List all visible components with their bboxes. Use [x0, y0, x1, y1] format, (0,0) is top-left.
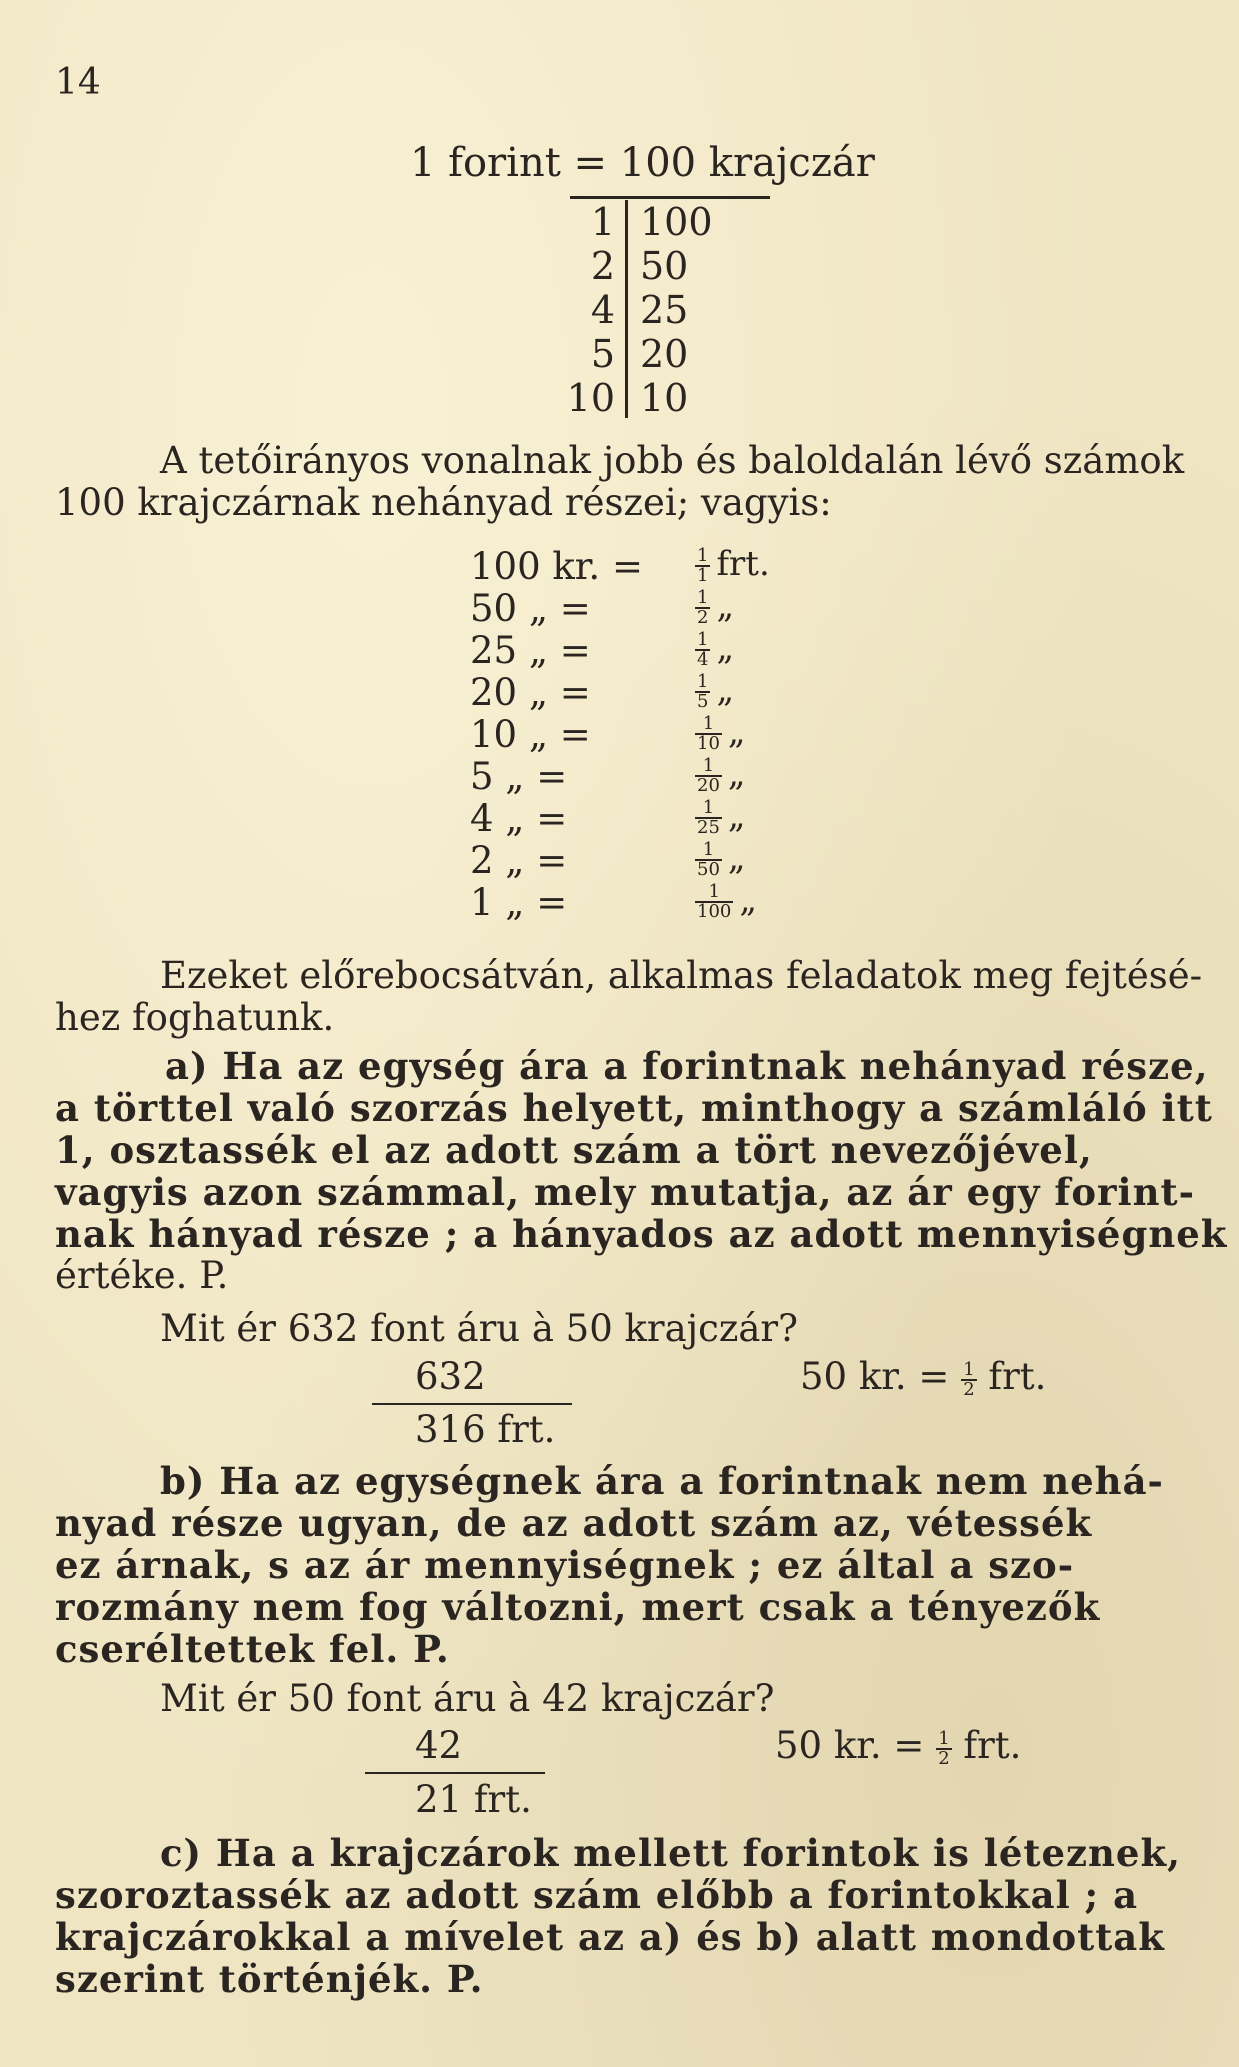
fraction: $\frac{1}{2}$ [697, 586, 709, 628]
equivalence-unit: „ [727, 754, 746, 794]
fraction: $\frac{1}{2}$ [938, 1727, 950, 1769]
fraction: $\frac{1}{50}$ [697, 838, 720, 880]
equivalence-lhs: 10 „ = [470, 713, 591, 756]
rule-b-line: ez árnak, s az ár mennyiségnek ; ez által a szo- [55, 1543, 1075, 1587]
divisor-row [560, 288, 760, 332]
equivalence-unit: „ [727, 838, 746, 878]
fraction: $\frac{1}{10}$ [697, 712, 720, 754]
rule-c-line: krajczárokkal a mívelet az a) és b) alatt mondottak [55, 1915, 1165, 1959]
prelude-line-2: hez foghatunk. [55, 996, 335, 1039]
fraction: $\frac{1}{20}$ [697, 754, 720, 796]
equivalence-row [470, 797, 890, 839]
rule-a-line: értéke. P. [55, 1254, 229, 1297]
equivalence-row [470, 713, 890, 755]
divisor-row [560, 332, 760, 376]
fraction: $\frac{1}{4}$ [697, 628, 709, 670]
divisor-right: 10 [640, 376, 689, 420]
example-a-side-lhs: 50 kr. = [800, 1355, 950, 1398]
equivalence-row [470, 755, 890, 797]
equivalence-unit: „ [716, 586, 735, 626]
example-b-dividend: 42 [415, 1724, 463, 1767]
equivalence-lhs: 100 kr. = [470, 545, 643, 588]
rule-a-line: a törttel való szorzás helyett, minthogy a számláló itt [55, 1086, 1213, 1130]
divisor-row [560, 200, 760, 244]
example-a-result: 316 frt. [415, 1408, 556, 1451]
rule-b-line: nyad része ugyan, de az adott szám az, vétessék [55, 1501, 1093, 1545]
example-b-rule [365, 1772, 545, 1774]
divisor-right: 20 [640, 332, 689, 376]
equivalence-lhs: 25 „ = [470, 629, 591, 672]
example-b-question: Mit ér 50 font áru à 42 krajczár? [160, 1677, 775, 1720]
example-a-side-unit: frt. [988, 1355, 1047, 1398]
divisor-right: 100 [640, 200, 713, 244]
equivalence-row [470, 839, 890, 881]
equivalence-row [470, 545, 890, 587]
page-number: 14 [55, 62, 101, 103]
equivalence-lhs: 20 „ = [470, 671, 591, 714]
rule-a-line: nak hányad része ; a hányados az adott mennyiségnek [55, 1212, 1228, 1256]
equivalence-row [470, 629, 890, 671]
equivalence-lhs: 2 „ = [470, 839, 568, 882]
equivalence-unit: frt. [716, 544, 770, 584]
rule-a-line: vagyis azon számmal, mely mutatja, az ár egy forint- [55, 1170, 1195, 1214]
divisor-left: 1 [590, 200, 615, 244]
fraction: $\frac{1}{25}$ [697, 796, 720, 838]
equivalence-unit: „ [739, 880, 757, 920]
divisor-row [560, 244, 760, 288]
fraction: $\frac{1}{100}$ [697, 880, 732, 922]
rule-b-line: b) Ha az egységnek ára a forintnak nem nehá- [160, 1459, 1164, 1503]
rule-b-line: cseréltettek fel. P. [55, 1627, 450, 1671]
example-a-question: Mit ér 632 font áru à 50 krajczár? [160, 1307, 798, 1350]
example-b-side-lhs: 50 kr. = [775, 1724, 925, 1767]
example-a-side [800, 1355, 1046, 1399]
equivalence-lhs: 1 „ = [470, 881, 568, 924]
conversion-rule [570, 196, 770, 199]
rule-a-line: 1, osztassék el az adott szám a tört nevezőjével, [55, 1128, 1093, 1172]
divisor-left: 10 [566, 376, 615, 420]
divisor-row [560, 376, 760, 420]
divisor-left: 5 [590, 332, 615, 376]
intro-line-1: A tetőirányos vonalnak jobb és baloldalán lévő számok [160, 439, 1185, 482]
rule-b-line: rozmány nem fog változni, mert csak a tényezők [55, 1585, 1101, 1629]
divisor-left: 2 [590, 244, 615, 288]
example-b-side-unit: frt. [963, 1724, 1022, 1767]
equivalence-unit: „ [716, 628, 735, 668]
rule-c-line: c) Ha a krajczárok mellett forintok is léteznek, [160, 1831, 1181, 1875]
divisor-left: 4 [590, 288, 615, 332]
equivalence-lhs: 50 „ = [470, 587, 591, 630]
example-b-side [775, 1724, 1021, 1768]
equivalence-row [470, 671, 890, 713]
equivalence-row [470, 587, 890, 629]
equivalence-lhs: 4 „ = [470, 797, 568, 840]
conversion-title: 1 forint = 100 krajczár [410, 140, 875, 186]
equivalence-lhs: 5 „ = [470, 755, 568, 798]
example-a-dividend: 632 [415, 1355, 486, 1398]
equivalence-unit: „ [727, 796, 746, 836]
fraction: $\frac{1}{2}$ [963, 1358, 975, 1400]
fraction: $\frac{1}{5}$ [697, 670, 709, 712]
divisor-right: 25 [640, 288, 689, 332]
example-b-result: 21 frt. [415, 1778, 532, 1821]
intro-line-2: 100 krajczárnak nehányad részei; vagyis: [55, 481, 832, 524]
example-a-rule [372, 1403, 572, 1405]
divisor-right: 50 [640, 244, 689, 288]
equivalence-row [470, 881, 890, 923]
rule-a-line: a) Ha az egység ára a forintnak nehányad része, [165, 1044, 1209, 1088]
rule-c-line: szoroztassék az adott szám előbb a forintokkal ; a [55, 1873, 1139, 1917]
rule-c-line: szerint történjék. P. [55, 1957, 484, 2001]
equivalence-unit: „ [716, 670, 735, 710]
fraction: $\frac{1}{1}$ [697, 544, 709, 586]
prelude-line-1: Ezeket előrebocsátván, alkalmas feladatok meg fejtésé- [160, 954, 1203, 997]
equivalence-unit: „ [727, 712, 746, 752]
